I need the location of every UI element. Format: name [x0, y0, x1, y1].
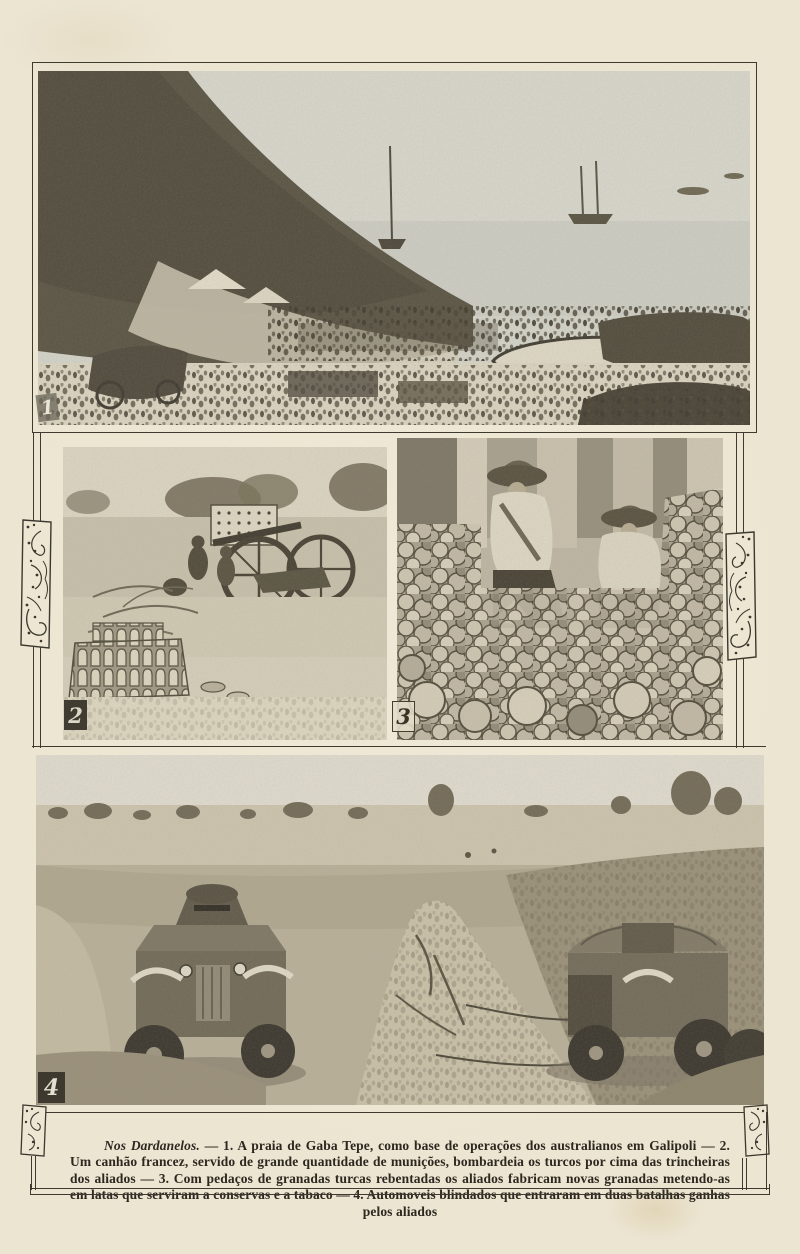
left-ornament-icon [19, 517, 55, 651]
photo-4-armored-cars [36, 755, 764, 1105]
photo-1-image [38, 71, 750, 425]
photo-3-image [397, 438, 723, 740]
caption-body: — 1. A praia de Gaba Tepe, como base de operações dos australianos em Galipoli — 2. Um canhão francez, servido de grande quantidade de munições, bombardeia os turcos por cima das trincheiras dos aliados — 3. Com pedaços de granadas turcas rebentadas os aliados fabricam novas granadas metendo-as em latas que serviram a conservas e a tabaco — 4. Automoveis blindados que entraram em duas batalhas ganhas pelos aliados [70, 1137, 730, 1219]
caption-right-drop-line [742, 1158, 747, 1190]
photo-2-french-cannon [63, 447, 387, 740]
photo-1-number-label: 1 [35, 393, 59, 422]
photo-4-number-label: 4 [38, 1072, 65, 1103]
photo-2-image [63, 447, 387, 740]
right-outer-drop-line [766, 1112, 767, 1190]
caption-text [70, 1138, 730, 1221]
photo-3-number-label: 3 [392, 701, 415, 732]
middle-bottom-separator [32, 746, 766, 747]
photo-1-gaba-tepe-beach [38, 71, 750, 425]
caption-lead: Nos Dardanelos. [104, 1137, 200, 1153]
caption-left-drop-line [31, 1156, 36, 1190]
photo-3-soldiers-making-grenades [397, 438, 723, 740]
bottom-double-rule [30, 1188, 770, 1195]
photo-4-image [36, 755, 764, 1105]
caption-left-ornament-icon [20, 1104, 48, 1158]
caption-top-separator [30, 1112, 768, 1113]
photo-2-number-label: 2 [64, 700, 87, 730]
right-ornament-icon [722, 528, 758, 664]
